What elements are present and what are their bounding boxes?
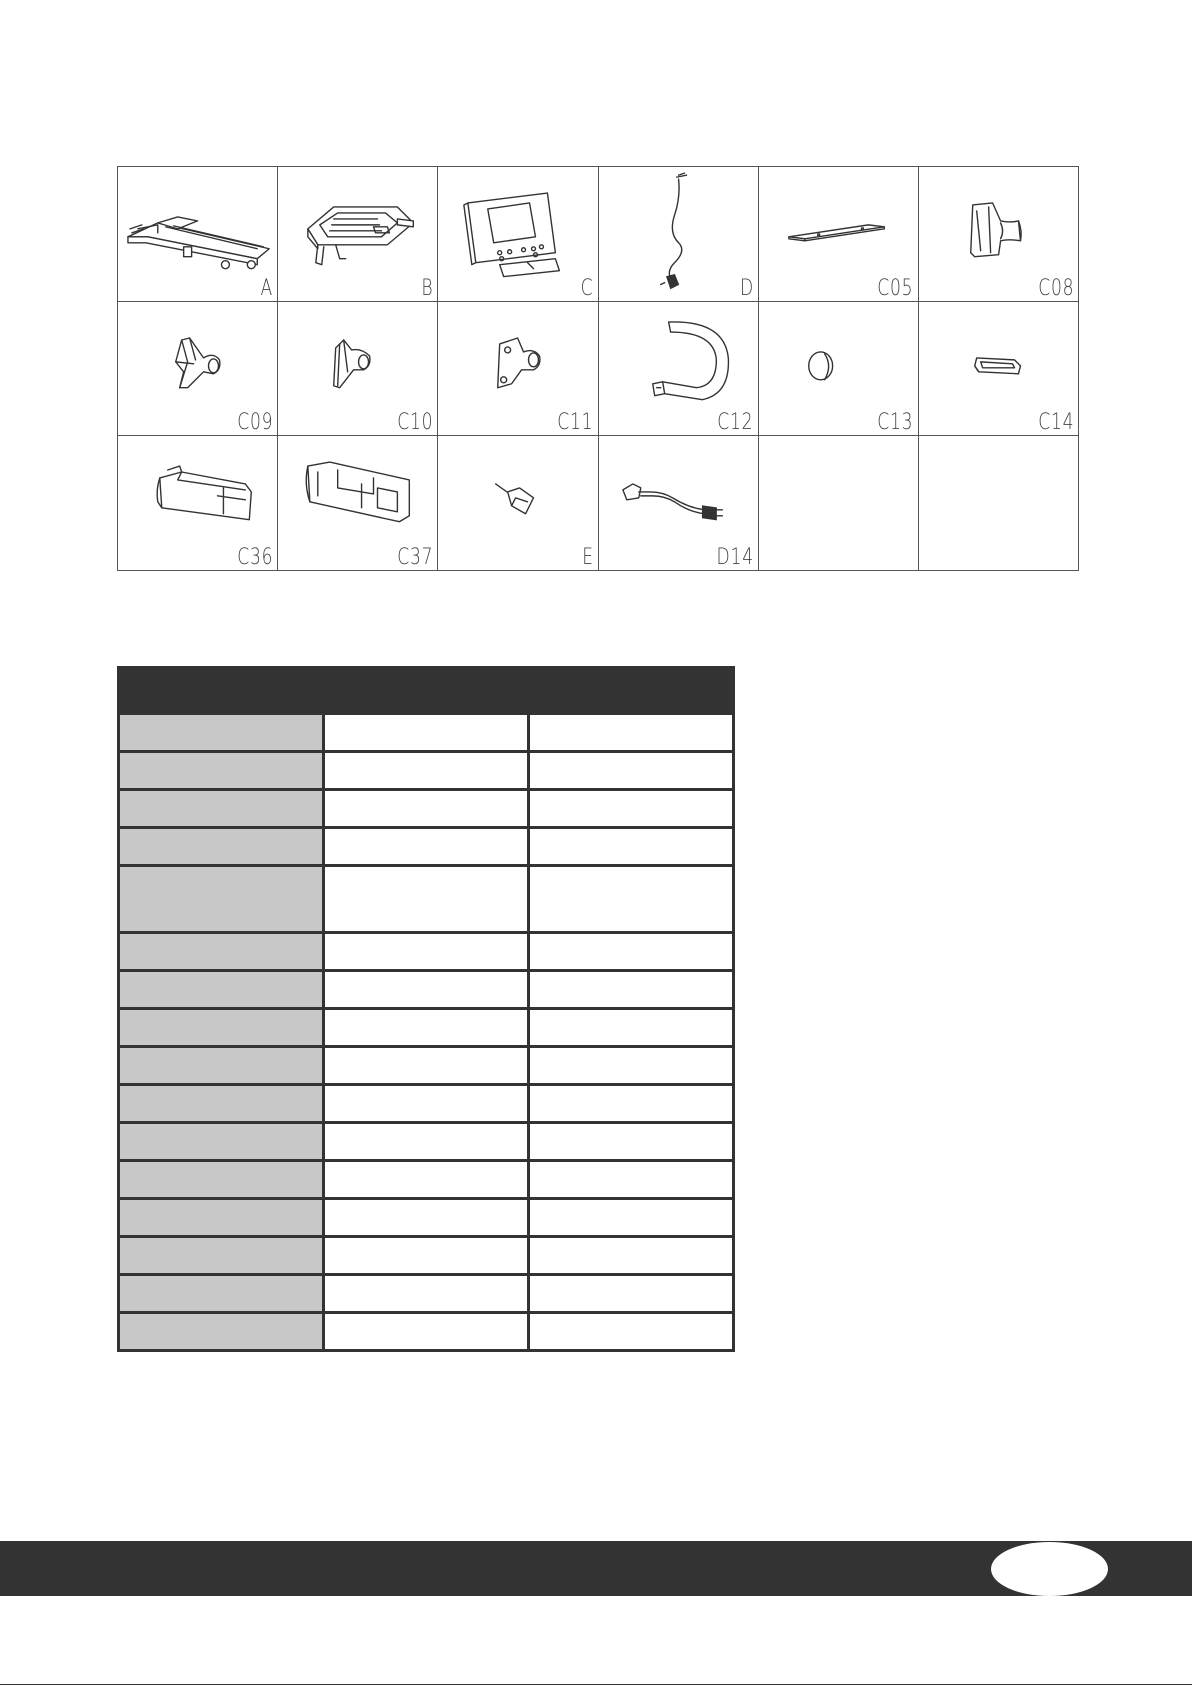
part-code: C09: [236, 410, 274, 436]
part-code: A: [260, 275, 274, 301]
part-number-cell: [119, 866, 324, 933]
table-row: [119, 933, 734, 971]
part-code: B: [421, 275, 434, 301]
part-number-cell: [119, 1237, 324, 1275]
parts-list-table: [117, 666, 735, 1352]
part-code: C37: [397, 545, 434, 570]
part-number-cell: [119, 1123, 324, 1161]
part-cell-c37: [278, 436, 438, 571]
part-number-cell: [119, 1009, 324, 1047]
part-quantity-cell: [529, 790, 734, 828]
part-description-cell: [324, 1161, 529, 1199]
part-cell-c09: [118, 302, 278, 437]
part-number-cell: [119, 790, 324, 828]
table-row: [119, 714, 734, 752]
part-description-cell: [324, 1275, 529, 1313]
part-code: C05: [877, 275, 914, 301]
part-code: C13: [877, 410, 914, 436]
part-code: C10: [397, 410, 434, 436]
part-cell-c05: [759, 167, 919, 302]
table-row: [119, 1275, 734, 1313]
part-description-cell: [324, 933, 529, 971]
table-row: [119, 1009, 734, 1047]
part-description-cell: [324, 714, 529, 752]
part-description-cell: [324, 752, 529, 790]
part-cell-e: [438, 436, 598, 571]
part-description-cell: [324, 866, 529, 933]
part-cell-c14: [919, 302, 1079, 437]
part-quantity-cell: [529, 1237, 734, 1275]
part-cell-c11: [438, 302, 598, 437]
part-code: C08: [1037, 275, 1074, 301]
part-code: C36: [236, 545, 274, 570]
parts-overview-grid: [117, 166, 1079, 571]
part-code: D14: [716, 545, 754, 570]
part-cell-d14: [599, 436, 759, 571]
part-number-cell: [119, 1085, 324, 1123]
part-number-cell: [119, 1275, 324, 1313]
safety-key-icon: [599, 167, 758, 301]
part-cell-c36: [118, 436, 278, 571]
table-row: [119, 790, 734, 828]
part-description-cell: [324, 790, 529, 828]
part-cell-c08: [919, 167, 1079, 302]
table-row: [119, 1161, 734, 1199]
part-number-cell: [119, 714, 324, 752]
part-description-cell: [324, 1199, 529, 1237]
part-quantity-cell: [529, 866, 734, 933]
table-row: [119, 1313, 734, 1351]
part-quantity-cell: [529, 1275, 734, 1313]
part-quantity-cell: [529, 933, 734, 971]
part-cell-c12: [599, 302, 759, 437]
part-quantity-cell: [529, 1085, 734, 1123]
part-description-cell: [324, 1123, 529, 1161]
part-cell-c13: [759, 302, 919, 437]
part-description-cell: [324, 1313, 529, 1351]
part-number-cell: [119, 933, 324, 971]
part-number-cell: [119, 752, 324, 790]
part-cell-b: [278, 167, 438, 302]
part-code: C: [580, 275, 594, 301]
table-header-row: [119, 668, 734, 714]
table-row: [119, 1047, 734, 1085]
part-cell-d: [599, 167, 759, 302]
table-body: [119, 714, 734, 1351]
part-number-cell: [119, 828, 324, 866]
table-row: [119, 1085, 734, 1123]
part-quantity-cell: [529, 1047, 734, 1085]
table-row: [119, 971, 734, 1009]
part-quantity-cell: [529, 1313, 734, 1351]
part-quantity-cell: [529, 752, 734, 790]
part-description-cell: [324, 1237, 529, 1275]
part-quantity-cell: [529, 714, 734, 752]
part-code: E: [581, 545, 594, 570]
part-description-cell: [324, 971, 529, 1009]
treadmill-base-icon: [118, 167, 277, 301]
part-cell-c: [438, 167, 598, 302]
part-quantity-cell: [529, 828, 734, 866]
empty-cell: [919, 436, 1079, 571]
part-code: C14: [1037, 410, 1074, 436]
part-quantity-cell: [529, 1123, 734, 1161]
part-description-cell: [324, 1085, 529, 1123]
part-number-cell: [119, 971, 324, 1009]
console-icon: [438, 167, 597, 301]
part-code: C11: [557, 410, 594, 436]
part-code: C12: [717, 410, 754, 436]
part-code: D: [739, 275, 754, 301]
table-row: [119, 866, 734, 933]
table-row: [119, 1199, 734, 1237]
part-cell-a: [118, 167, 278, 302]
part-number-cell: [119, 1313, 324, 1351]
part-description-cell: [324, 828, 529, 866]
part-quantity-cell: [529, 971, 734, 1009]
page-number-badge: [991, 1542, 1108, 1596]
table-row: [119, 1123, 734, 1161]
part-description-cell: [324, 1047, 529, 1085]
lubricant-bottle-icon: [438, 436, 597, 570]
table-header: [119, 668, 734, 714]
part-number-cell: [119, 1161, 324, 1199]
table-row: [119, 752, 734, 790]
motor-frame-icon: [278, 167, 437, 301]
part-number-cell: [119, 1199, 324, 1237]
table-row: [119, 828, 734, 866]
part-description-cell: [324, 1009, 529, 1047]
empty-cell: [759, 436, 919, 571]
part-number-cell: [119, 1047, 324, 1085]
part-quantity-cell: [529, 1009, 734, 1047]
part-cell-c10: [278, 302, 438, 437]
part-quantity-cell: [529, 1199, 734, 1237]
table-row: [119, 1237, 734, 1275]
part-quantity-cell: [529, 1161, 734, 1199]
